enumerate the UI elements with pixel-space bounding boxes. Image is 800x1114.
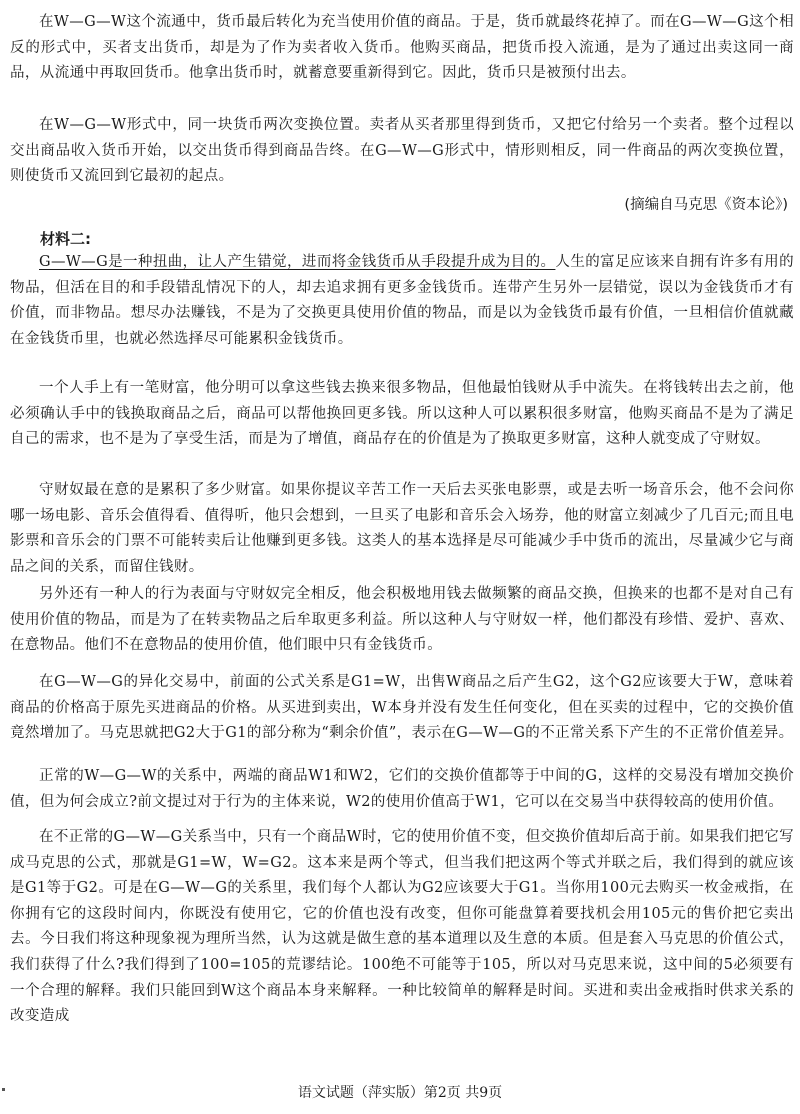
material2-paragraph-6: 正常的W—G—W的关系中，两端的商品W1和W2，它们的交换价值都等于中间的G，这样的交易没有增加交换价值，但为何会成立?前文提过对于行为的主体来说，W2的使用价值高于W1，它可以在交易当中获得较高的使用价值。 (10, 768, 794, 810)
underlined-thesis: G—W—G是一种扭曲，让人产生错觉，进而将金钱货币从手段提升成为目的。 (39, 254, 556, 270)
material2-paragraph-7: 在不正常的G—W—G关系当中，只有一个商品W时，它的使用价值不变，但交换价值却后高于前。如果我们把它写成马克思的公式，那就是G1=W，W=G2。这本来是两个等式，但当我们把这两个等式并联之后，我们得到的就应该是G1等于G2。可是在G—W—G的关系里，我们每个人都认为G2应该要大于G1。当你用100元去购买一枚金戒指，在你拥有它的这段时间内，你既没有使用它，它的价值也没有改变，但你可能盘算着要找机会用105元的售价把它卖出去。今日我们将这种现象视为理所当然，认为这就是做生意的基本道理以及生意的本质。但是套入马克思的价值公式，我们获得了什么?我们得到了100=105的荒谬结论。100绝不可能等于105，所以对马克思来说，这中间的5必须要有一个合理的解释。我们只能回到W这个商品本身来解释。一种比较简单的解释是时间。买进和卖出金戒指时供求关系的改变造成 (10, 829, 794, 1025)
paragraph-2: 在W—G—W形式中，同一块货币两次变换位置。卖者从买者那里得到货币，又把它付给另一个卖者。整个过程以交出商品收入货币开始，以交出货币得到商品告终。在G—W—G形式中，情形则相反，同一件商品的两次变换位置，则使货币又流回到它最初的起点。 (10, 117, 794, 185)
page-footer: 语文试题（萍实版）第2页 共9页 (297, 1085, 503, 1101)
material2-paragraph-3: 守财奴最在意的是累积了多少财富。如果你提议辛苦工作一天后去买张电影票，或是去听一场音乐会，他不会问你哪一场电影、音乐会值得看、值得听，他只会想到，一旦买了电影和音乐会入场券，他的财富立刻减少了几百元;而且电影票和音乐会的门票不可能转卖后让他赚到更多钱。这类人的基本选择是尽可能减少手中货币的流出，尽量减少它与商品之间的关系，而留住钱财。 (10, 482, 794, 575)
source-citation: (摘编自马克思《资本论》) (624, 197, 788, 213)
section-heading: 材料二: (40, 230, 91, 248)
paragraph-text: 人生的富足应该来自拥有许多有用的物品，但活在目的和手段错乱情况下的人，却去追求拥有更多金钱货币。连带产生另外一层错觉，误以为金钱货币才有价值，而非物品。想尽办法赚钱，不是为了交换更具使用价值的物品，而是以为金钱货币最有价值，一旦相信价值就藏在金钱货币里，也就必然选择尽可能累积金钱货币。 (10, 254, 794, 347)
material2-paragraph-4: 另外还有一种人的行为表面与守财奴完全相反，他会积极地用钱去做频繁的商品交换，但换来的也都不是对自己有使用价值的物品，而是为了在转卖物品之后牟取更多利益。所以这种人与守财奴一样，他们都没有珍惜、爱护、喜欢、在意物品。他们不在意物品的使用价值，他们眼中只有金钱货币。 (10, 586, 794, 654)
material2-paragraph-1 (10, 250, 794, 352)
material2-paragraph-5: 在G—W—G的异化交易中，前面的公式关系是G1=W，出售W商品之后产生G2，这个G2应该要大于W，意味着商品的价格高于原先买进商品的价格。从买进到卖出，W本身并没有发生任何变化，但在买卖的过程中，它的交换价值竟然增加了。马克思就把G2大于G1的部分称为“剩余价值”，表示在G—W—G的不正常关系下产生的不正常价值差异。 (10, 674, 794, 742)
material2-paragraph-2: 一个人手上有一笔财富，他分明可以拿这些钱去换来很多物品，但他最怕钱财从手中流失。在将钱转出去之前，他必须确认手中的钱换取商品之后，商品可以帮他换回更多钱。所以这种人可以累积很多财富，他购买商品不是为了满足自己的需求，也不是为了享受生活，而是为了增值，商品存在的价值是为了换取更多财富，这种人就变成了守财奴。 (10, 380, 794, 448)
paragraph-1: 在W—G—W这个流通中，货币最后转化为充当使用价值的商品。于是，货币就最终花掉了。而在G—W—G这个相反的形式中，买者支出货币，却是为了作为卖者收入货币。他购买商品，把货币投入流通，是为了通过出卖这同一商品，从流通中再取回货币。他拿出货币时，就蓄意要重新得到它。因此，货币只是被预付出去。 (10, 14, 794, 82)
